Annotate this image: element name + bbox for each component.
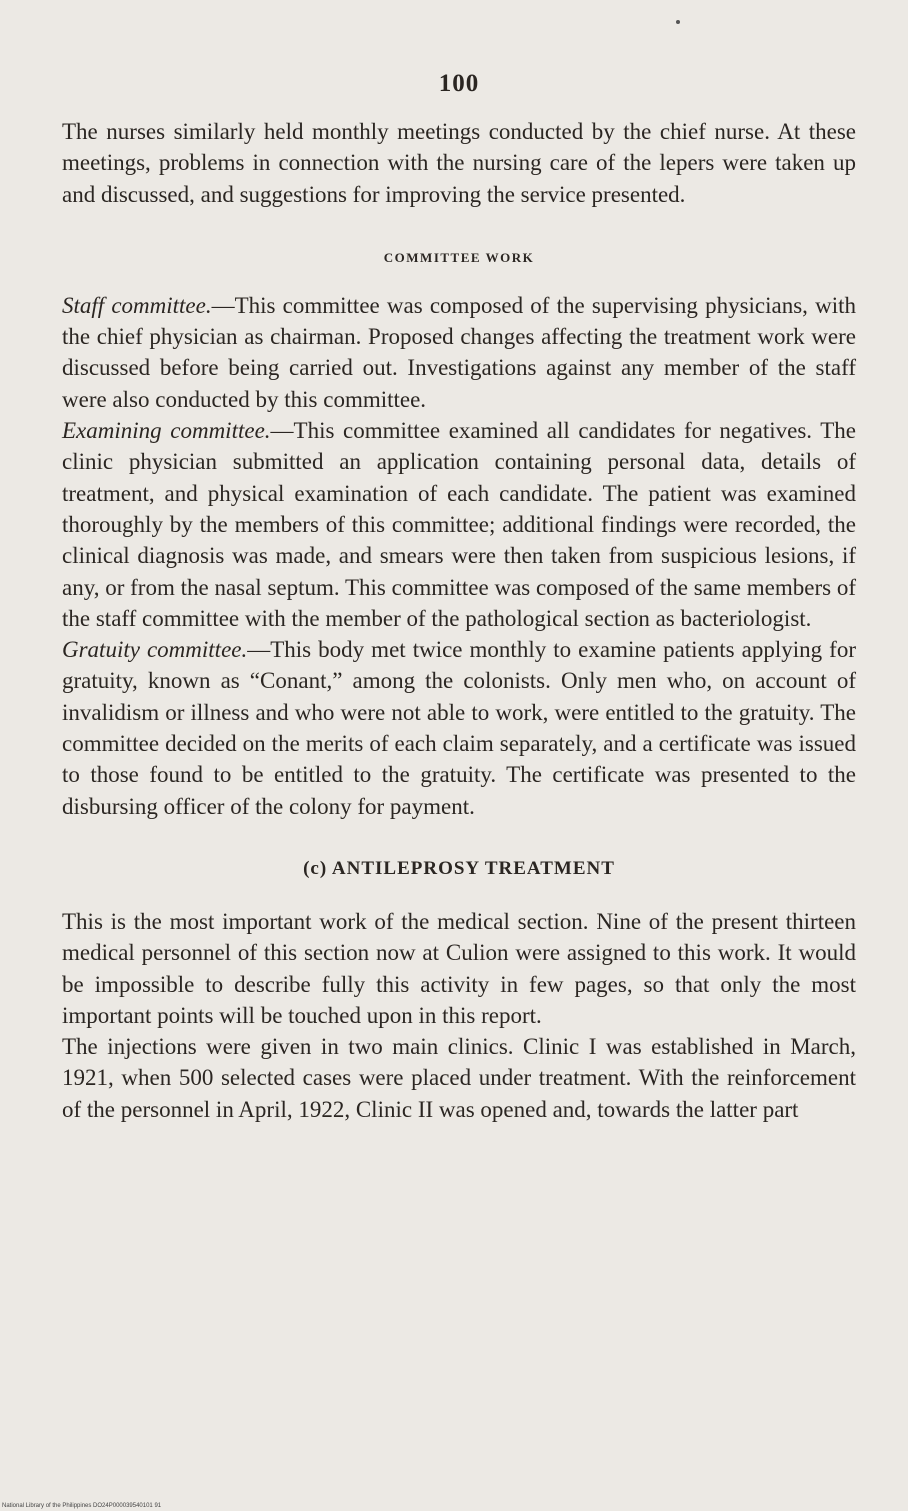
gratuity-committee-lead: Gratuity committee. <box>62 637 248 663</box>
staff-committee-lead: Staff committee. <box>62 292 212 318</box>
speck-mark <box>676 20 680 24</box>
gratuity-committee-text: —This body met twice monthly to examine patients applying for gratuity, known as “Conant,” among the colonists. Only men who, on account of invalidism or illness and who were not able to work, were entitled to the gratuity. The committee decided on the merits of each claim separately, and a certificate was issued to those found to be entitled to the gratuity. The certificate was presented to the disbursing officer of the colony for payment. <box>62 637 856 819</box>
examining-committee-paragraph <box>62 415 856 634</box>
examining-committee-text: —This committee examined all candidates for negatives. The clinic physician submitted an application containing personal data, details of treatment, and physical examination of each candidate. The patient was examined thoroughly by the members of this committee; additional findings were recorded, the clinical diagnosis was made, and smears were then taken from suspicious lesions, if any, or from the nasal septum. This committee was composed of the same members of the staff committee with the member of the pathological section as bacteriologist. <box>62 418 856 631</box>
staff-committee-text: —This committee was composed of the supervising physicians, with the chief physician as chairman. Proposed changes affecting the treatment work were discussed before being carried out. Investigations against any member of the staff were also conducted by this committee. <box>62 292 856 412</box>
page-number: 100 <box>438 70 480 97</box>
gratuity-committee-paragraph <box>62 634 856 822</box>
committee-work-heading: COMMITTEE WORK <box>383 249 535 265</box>
staff-committee-paragraph <box>62 290 856 415</box>
treatment-paragraph-1: This is the most important work of the medical section. Nine of the present thirteen medical personnel of this section now at Culion were assigned to this work. It would be impossible to describe fully this activity in few pages, so that only the most important points will be touched upon in this report. <box>62 908 856 1028</box>
document-page <box>62 70 856 1125</box>
intro-paragraph: The nurses similarly held monthly meetings conducted by the chief nurse. At these meetings, problems in connection with the nursing care of the lepers were taken up and discussed, and suggestions for improving the service presented. <box>62 119 856 207</box>
antileprosy-treatment-heading: (c) ANTILEPROSY TREATMENT <box>303 857 615 879</box>
examining-committee-lead: Examining committee. <box>62 418 271 444</box>
scan-footer: National Library of the Philippines DO24P000039540101 91 <box>2 1503 162 1509</box>
treatment-paragraph-2: The injections were given in two main clinics. Clinic I was established in March, 1921, when 500 selected cases were placed under treatment. With the reinforcement of the personnel in April, 1922, Clinic II was opened and, towards the latter part <box>62 1034 856 1122</box>
